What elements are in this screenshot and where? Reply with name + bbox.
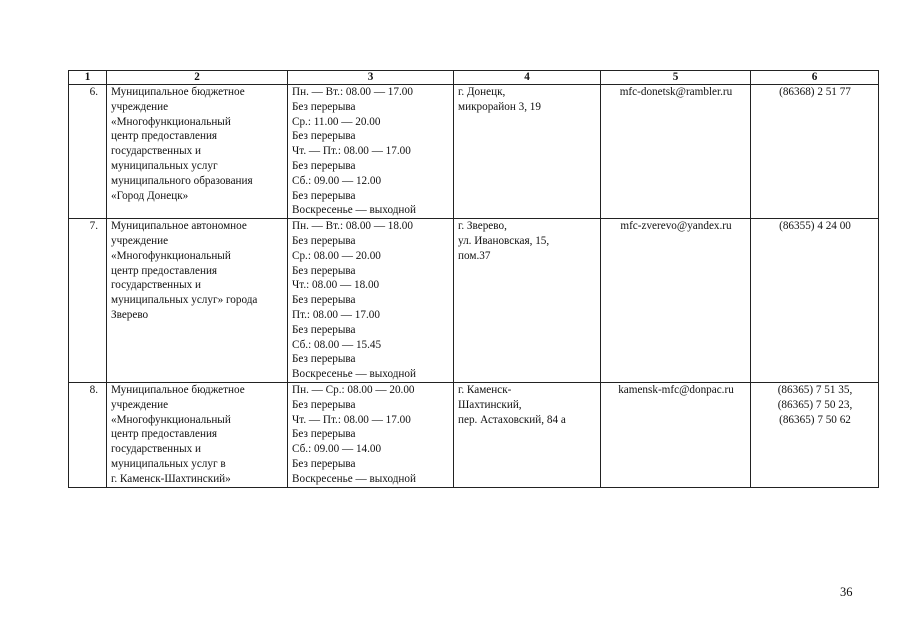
organization-name-cell	[107, 382, 288, 487]
table-header-row	[69, 71, 879, 85]
address-cell-line: г. Каменск-	[458, 383, 512, 396]
column-header-3: 3	[288, 71, 454, 85]
column-header-1: 1	[69, 71, 107, 85]
organization-name-cell-line: центр предоставления	[111, 428, 218, 441]
working-hours-cell-line: Без перерыва	[292, 264, 356, 277]
row-number-cell: 8.	[69, 382, 107, 487]
working-hours-cell-line: Пн. — Ср.: 08.00 — 20.00	[292, 383, 415, 396]
organization-name-cell-line: «Город Донецк»	[111, 189, 189, 202]
working-hours-cell-line: Воскресенье — выходной	[292, 368, 416, 381]
phone-cell	[751, 219, 879, 383]
working-hours-cell-line: Чт. — Пт.: 08.00 — 17.00	[292, 413, 411, 426]
row-number-cell: 6.	[69, 85, 107, 219]
organization-name-cell-line: «Многофункциональный	[111, 413, 231, 426]
table-body	[69, 85, 879, 488]
address-cell-line: г. Донецк,	[458, 86, 506, 98]
working-hours-cell-line: Воскресенье — выходной	[292, 472, 416, 485]
column-header-5: 5	[601, 71, 751, 85]
column-header-4: 4	[454, 71, 601, 85]
column-header-2: 2	[107, 71, 288, 85]
phone-cell	[751, 85, 879, 219]
mfc-table	[68, 70, 879, 488]
phone-cell-line: (86368) 2 51 77	[779, 86, 851, 98]
organization-name-cell-line: государственных и	[111, 443, 202, 456]
table-row	[69, 219, 879, 383]
organization-name-cell-line: учреждение	[111, 100, 169, 113]
organization-name-cell-line: Муниципальное бюджетное	[111, 383, 245, 396]
phone-cell-line: (86365) 7 51 35,	[777, 383, 853, 396]
organization-name-cell-line: муниципальных услуг в	[111, 457, 226, 470]
organization-name-cell-line: «Многофункциональный	[111, 249, 231, 262]
address-cell	[454, 85, 601, 219]
table-row	[69, 85, 879, 219]
address-cell-line: пом.37	[458, 249, 491, 262]
working-hours-cell	[288, 382, 454, 487]
address-cell-line: ул. Ивановская, 15,	[458, 234, 550, 247]
working-hours-cell-line: Без перерыва	[292, 294, 356, 307]
working-hours-cell	[288, 219, 454, 383]
working-hours-cell-line: Без перерыва	[292, 159, 356, 172]
column-header-6: 6	[751, 71, 879, 85]
address-cell	[454, 382, 601, 487]
organization-name-cell-line: государственных и	[111, 279, 202, 292]
phone-cell	[751, 382, 879, 487]
working-hours-cell-line: Без перерыва	[292, 130, 356, 143]
working-hours-cell-line: Воскресенье — выходной	[292, 204, 416, 217]
phone-cell-line: (86365) 7 50 62	[779, 413, 851, 426]
working-hours-cell-line: Без перерыва	[292, 428, 356, 441]
organization-name-cell-line: учреждение	[111, 398, 169, 411]
working-hours-cell-line: Без перерыва	[292, 398, 356, 411]
organization-name-cell-line: г. Каменск-Шахтинский»	[111, 472, 231, 485]
email-cell: mfc-donetsk@rambler.ru	[601, 85, 751, 219]
working-hours-cell-line: Без перерыва	[292, 457, 356, 470]
organization-name-cell	[107, 219, 288, 383]
working-hours-cell-line: Пн. — Вт.: 08.00 — 17.00	[292, 86, 413, 98]
organization-name-cell-line: Муниципальное автономное	[111, 220, 247, 233]
phone-cell-line: (86355) 4 24 00	[779, 220, 851, 233]
working-hours-cell-line: Чт. — Пт.: 08.00 — 17.00	[292, 145, 411, 158]
organization-name-cell-line: Муниципальное бюджетное	[111, 86, 245, 98]
organization-name-cell-line: муниципальных услуг	[111, 159, 218, 172]
working-hours-cell-line: Пт.: 08.00 — 17.00	[292, 308, 380, 321]
working-hours-cell	[288, 85, 454, 219]
working-hours-cell-line: Ср.: 11.00 — 20.00	[292, 115, 381, 128]
working-hours-cell-line: Сб.: 09.00 — 14.00	[292, 443, 382, 456]
organization-name-cell-line: учреждение	[111, 234, 169, 247]
working-hours-cell-line: Сб.: 08.00 — 15.45	[292, 338, 382, 351]
working-hours-cell-line: Пн. — Вт.: 08.00 — 18.00	[292, 220, 413, 233]
working-hours-cell-line: Чт.: 08.00 — 18.00	[292, 279, 380, 292]
address-cell-line: пер. Астаховский, 84 а	[458, 413, 566, 426]
organization-name-cell-line: Зверево	[111, 308, 149, 321]
organization-name-cell-line: муниципальных услуг» города	[111, 294, 258, 307]
organization-name-cell	[107, 85, 288, 219]
organization-name-cell-line: государственных и	[111, 145, 202, 158]
table-row	[69, 382, 879, 487]
address-cell	[454, 219, 601, 383]
address-cell-line: микрорайон 3, 19	[458, 100, 541, 113]
working-hours-cell-line: Сб.: 09.00 — 12.00	[292, 174, 382, 187]
working-hours-cell-line: Без перерыва	[292, 353, 356, 366]
organization-name-cell-line: «Многофункциональный	[111, 115, 231, 128]
row-number-cell: 7.	[69, 219, 107, 383]
email-cell: kamensk-mfc@donpac.ru	[601, 382, 751, 487]
organization-name-cell-line: муниципального образования	[111, 174, 253, 187]
working-hours-cell-line: Без перерыва	[292, 100, 356, 113]
organization-name-cell-line: центр предоставления	[111, 130, 218, 143]
email-cell: mfc-zverevo@yandex.ru	[601, 219, 751, 383]
address-cell-line: Шахтинский,	[458, 398, 522, 411]
working-hours-cell-line: Без перерыва	[292, 189, 356, 202]
working-hours-cell-line: Без перерыва	[292, 234, 356, 247]
organization-name-cell-line: центр предоставления	[111, 264, 218, 277]
page-number: 36	[840, 585, 853, 599]
working-hours-cell-line: Ср.: 08.00 — 20.00	[292, 249, 381, 262]
phone-cell-line: (86365) 7 50 23,	[777, 398, 853, 411]
working-hours-cell-line: Без перерыва	[292, 323, 356, 336]
address-cell-line: г. Зверево,	[458, 220, 507, 233]
